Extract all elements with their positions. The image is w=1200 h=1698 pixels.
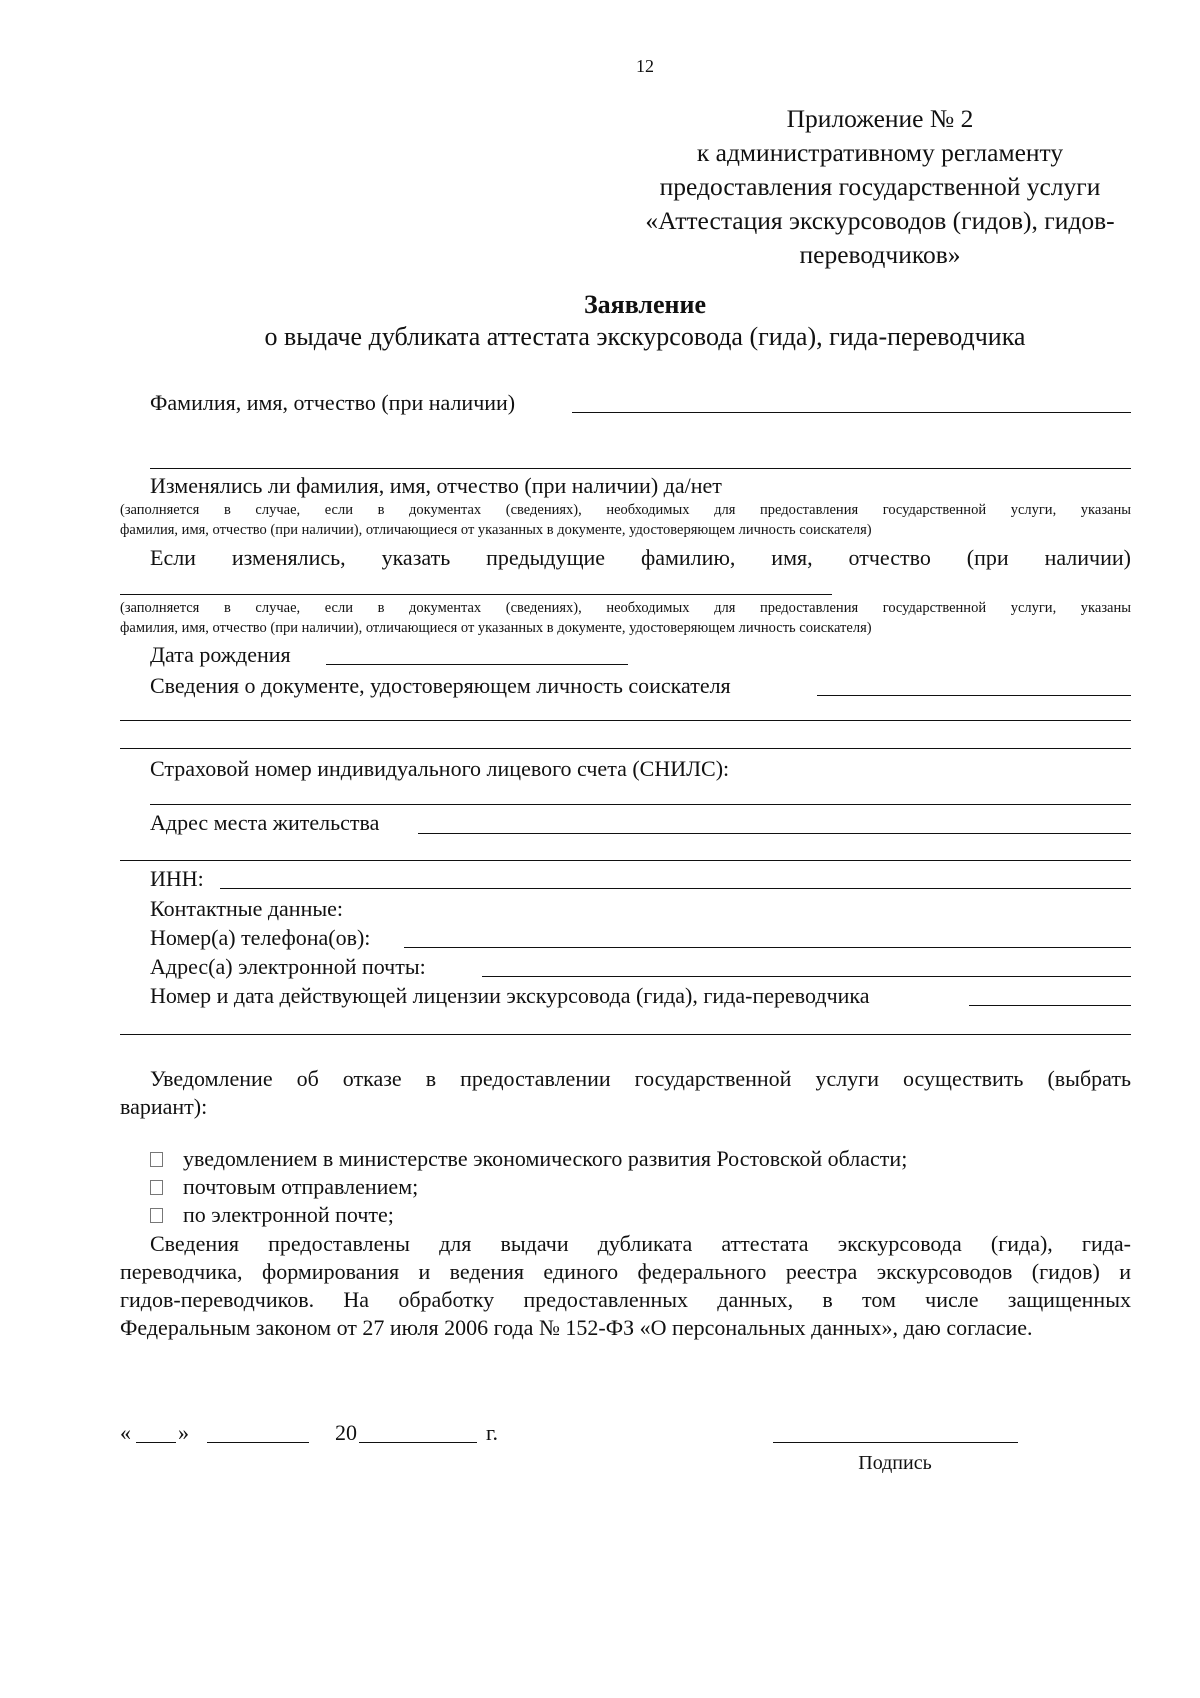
date-year-field[interactable] [359,1442,477,1443]
identity-doc-field[interactable] [817,695,1131,696]
emails-label: Адрес(а) электронной почты: [150,954,426,979]
notification-line: вариант): [120,1094,208,1119]
date-open-quote: « [120,1420,131,1445]
appendix-line: переводчиков» [799,240,961,269]
snils-label: Страховой номер индивидуального лицевого счета (СНИЛС): [150,756,730,781]
fill-note [120,598,1131,638]
fio-changed-label: Изменялись ли фамилия, имя, отчество (при наличии) да/нет [150,473,722,498]
phones-field[interactable] [404,947,1131,948]
appendix-line: Приложение № 2 [786,104,974,133]
inn-label: ИНН: [150,866,204,891]
consent-line: Федеральным законом от 27 июля 2006 года № 152-ФЗ «О персональных данных», даю согласие. [120,1315,1033,1340]
date-close-quote: » [178,1420,189,1445]
identity-doc-field-continuation[interactable] [120,748,1131,749]
consent-text [120,1230,1131,1342]
address-label: Адрес места жительства [150,810,380,835]
fill-note [120,500,1131,540]
notification-text [120,1065,1131,1121]
document-subtitle: о выдаче дубликата аттестата экскурсовода (гида), гида-переводчика [264,322,1026,351]
fio-label: Фамилия, имя, отчество (при наличии) [150,390,516,415]
consent-line: Сведения предоставлены для выдачи дубликата аттестата экскурсовода (гида), гида- [150,1231,1131,1256]
checkbox[interactable] [150,1208,163,1223]
page-number: 12 [636,56,654,76]
checkbox[interactable] [150,1152,163,1167]
contacts-label: Контактные данные: [150,896,343,921]
document-title: Заявление [583,290,707,319]
phones-label: Номер(а) телефона(ов): [150,925,371,950]
note-line: фамилия, имя, отчество (при наличии), отличающиеся от указанных в документе, удостоверяющем личность соискателя) [120,620,872,636]
option-label: по электронной почте; [183,1202,394,1227]
date-day-field[interactable] [136,1442,176,1443]
fio-field[interactable] [572,412,1131,413]
appendix-line: «Аттестация экскурсоводов (гидов), гидов- [645,206,1115,235]
if-changed-row [150,544,1131,572]
appendix-line: предоставления государственной услуги [659,172,1101,201]
option-label: уведомлением в министерстве экономического развития Ростовской области; [183,1146,908,1171]
license-label: Номер и дата действующей лицензии экскурсовода (гида), гида-переводчика [150,983,870,1008]
option-ministry[interactable] [150,1146,907,1172]
license-field[interactable] [969,1005,1131,1006]
date-month-field[interactable] [207,1442,309,1443]
previous-fio-field[interactable] [120,594,832,595]
identity-doc-field-continuation[interactable] [120,720,1131,721]
option-email[interactable] [150,1202,394,1228]
if-changed-label: Если изменялись, указать предыдущие фамилию, имя, отчество (при наличии) [150,545,1131,570]
appendix-header [600,102,1160,272]
note-line: фамилия, имя, отчество (при наличии), отличающиеся от указанных в документе, удостоверяющем личность соискателя) [120,522,872,538]
consent-line: переводчика, формирования и ведения единого федерального реестра экскурсоводов (гидов) и [120,1259,1131,1284]
note-line: (заполняется в случае, если в документах (сведениях), необходимых для предоставления государственной услуги, указаны [120,600,1131,616]
signature-label: Подпись [858,1452,932,1474]
identity-doc-label: Сведения о документе, удостоверяющем личность соискателя [150,673,731,698]
fio-field-continuation[interactable] [150,468,1131,469]
notification-line: Уведомление об отказе в предоставлении государственной услуги осуществить (выбрать [150,1066,1131,1091]
address-field[interactable] [418,833,1131,834]
consent-line: гидов-переводчиков. На обработку предоставленных данных, в том числе защищенных [120,1287,1131,1312]
signature-field[interactable] [773,1442,1018,1443]
birth-date-field[interactable] [326,664,628,665]
date-year-suffix: г. [486,1420,499,1445]
appendix-line: к административному регламенту [696,138,1064,167]
emails-field[interactable] [482,976,1131,977]
license-field-continuation[interactable] [120,1034,1131,1035]
option-post[interactable] [150,1174,418,1200]
snils-field[interactable] [150,804,1131,805]
address-field-continuation[interactable] [120,860,1131,861]
birth-date-label: Дата рождения [150,642,291,667]
option-label: почтовым отправлением; [183,1174,419,1199]
date-year-prefix: 20 [335,1420,357,1445]
note-line: (заполняется в случае, если в документах (сведениях), необходимых для предоставления государственной услуги, указаны [120,502,1131,518]
checkbox[interactable] [150,1180,163,1195]
inn-field[interactable] [220,888,1131,889]
